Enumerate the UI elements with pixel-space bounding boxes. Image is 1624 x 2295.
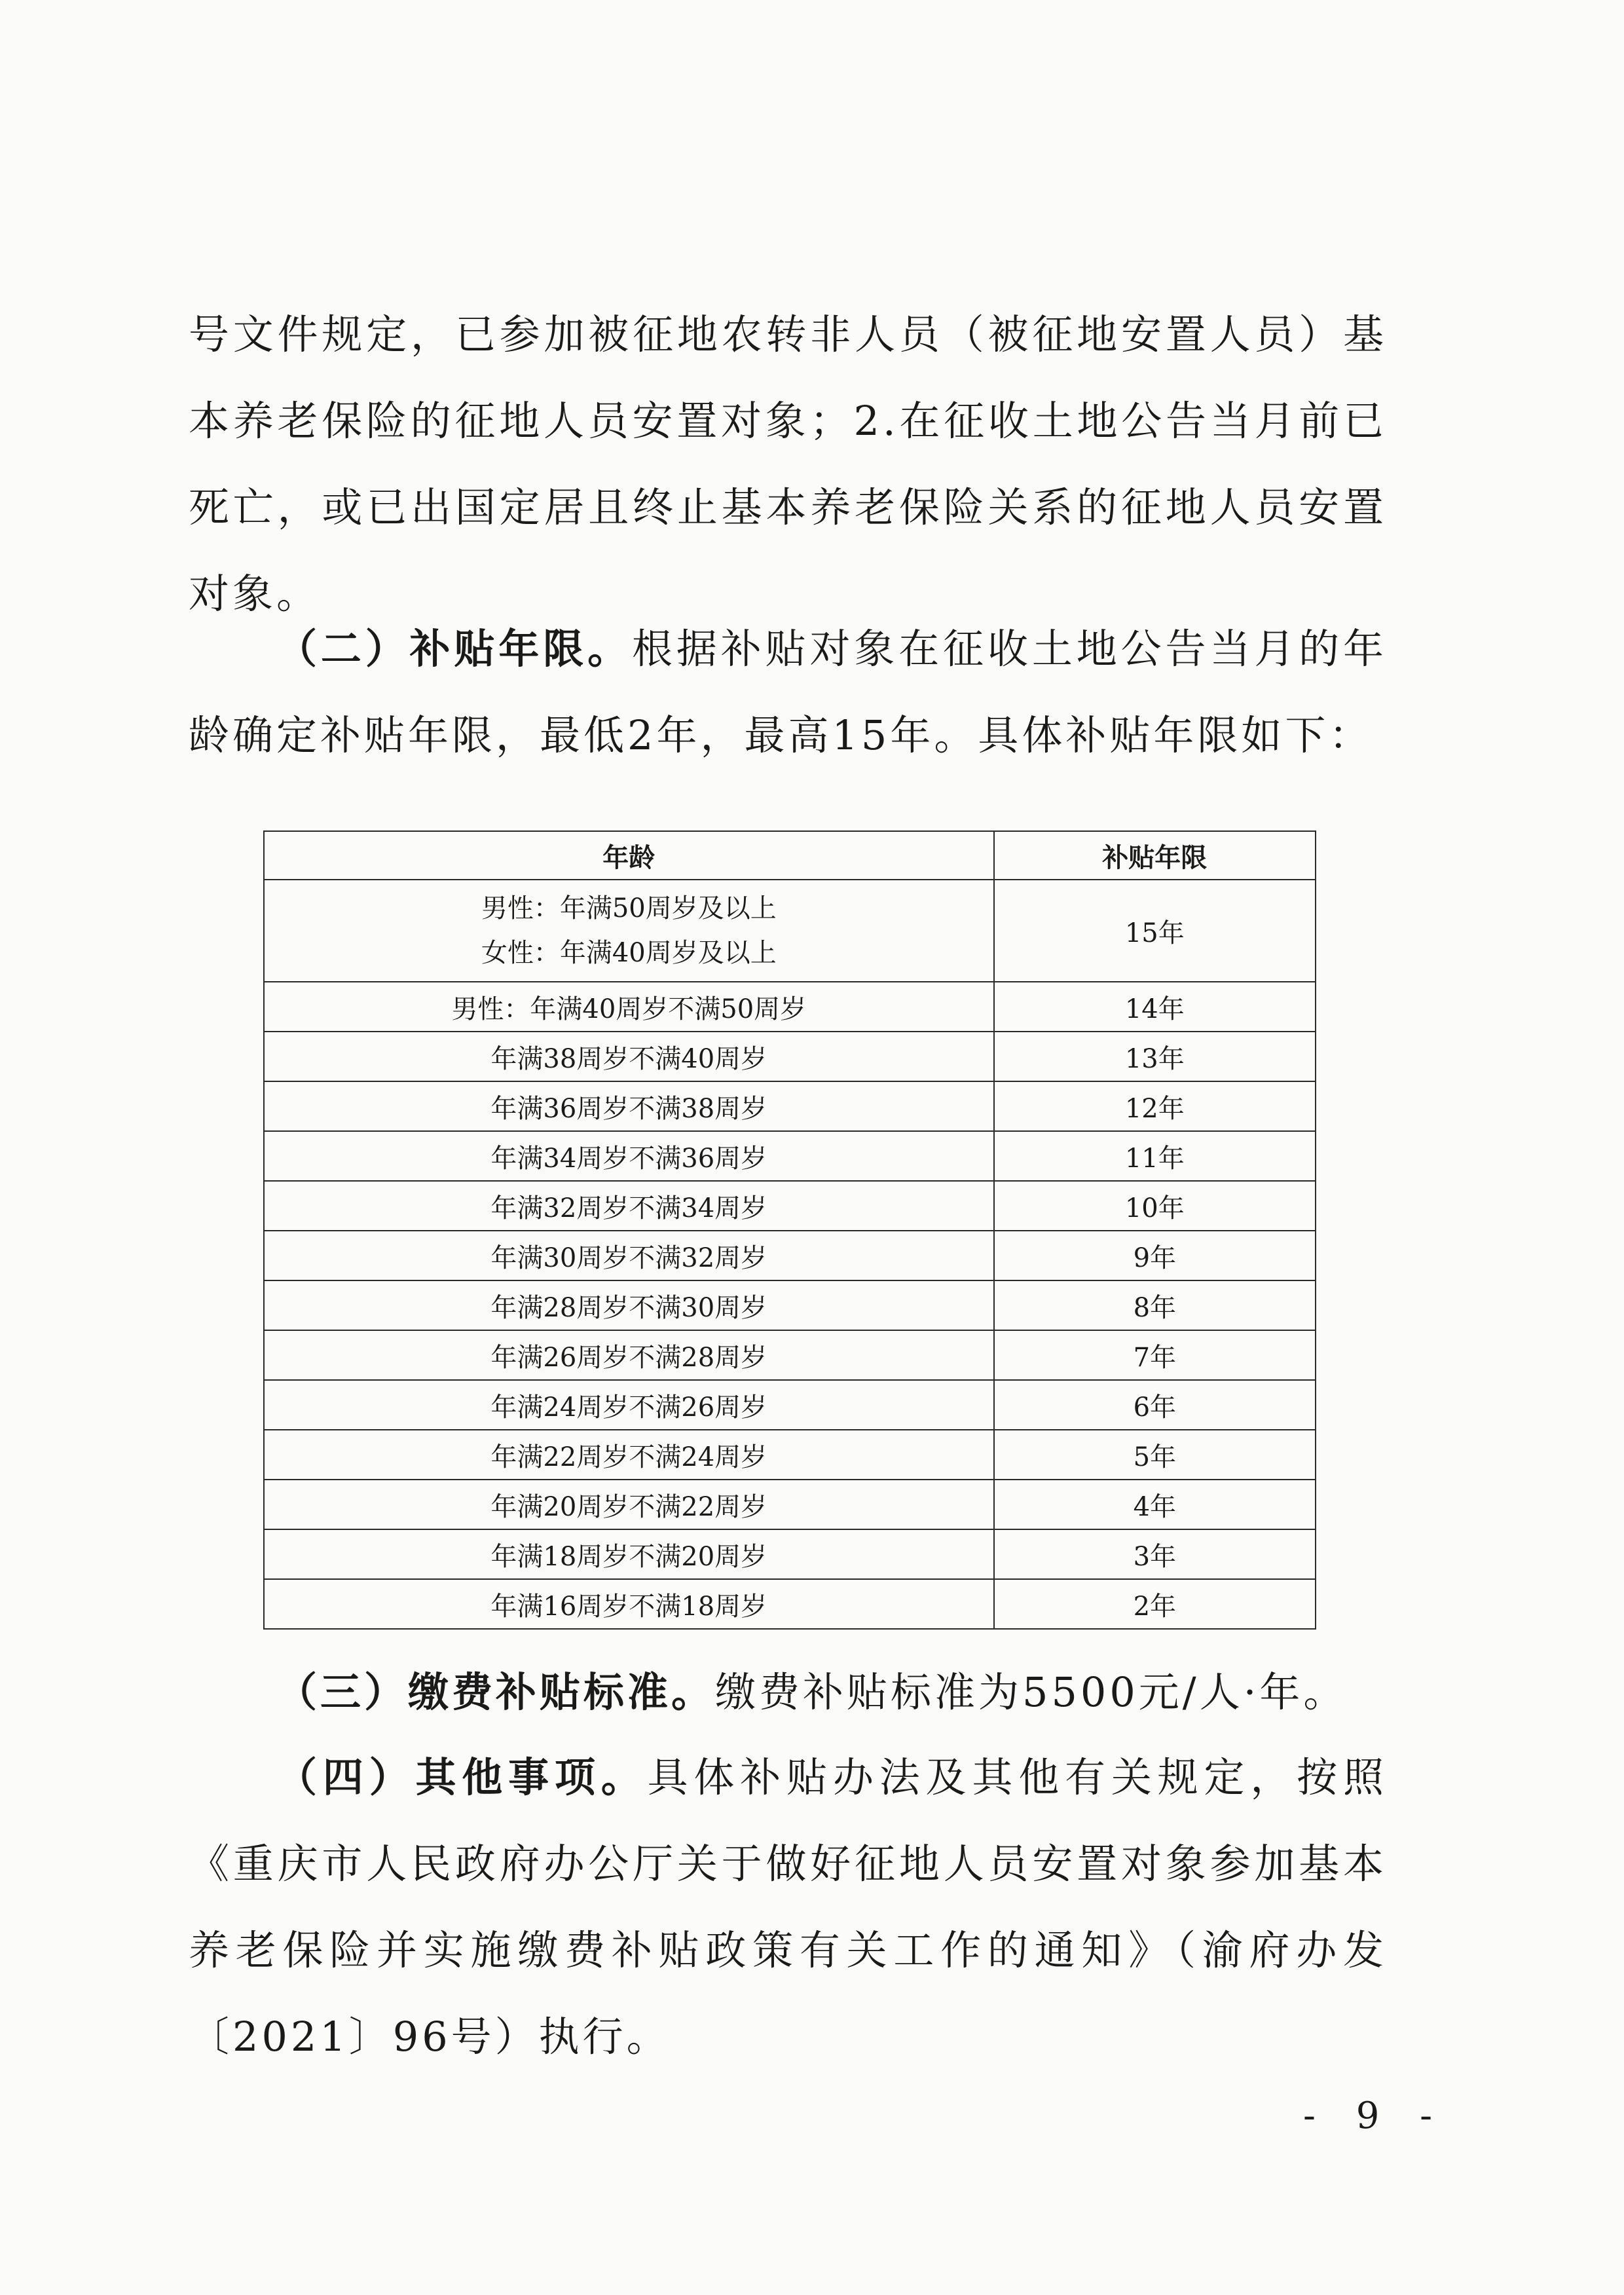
table-header-row (264, 831, 1316, 880)
age-female-line: 女性：年满40周岁及以上 (481, 938, 777, 968)
table-row (264, 880, 1316, 982)
age-cell: 年满38周岁不满40周岁 (264, 1032, 994, 1081)
section-body-subsidy-years: 根据补贴对象在征收土地公告当月的年龄确定补贴年限，最低2年，最高15年。具体补贴年限如下： (189, 625, 1387, 759)
paragraph-eligibility-exclusions: 号文件规定，已参加被征地农转非人员（被征地安置人员）基本养老保险的征地人员安置对象；2.在征收土地公告当月前已死亡，或已出国定居且终止基本养老保险关系的征地人员安置对象。 (189, 310, 1387, 618)
years-cell: 9年 (994, 1231, 1316, 1280)
age-cell: 年满36周岁不满38周岁 (264, 1081, 994, 1131)
years-cell: 4年 (994, 1480, 1316, 1529)
table-row (264, 1131, 1316, 1181)
age-cell: 年满34周岁不满36周岁 (264, 1131, 994, 1181)
years-cell: 3年 (994, 1529, 1316, 1579)
table-row (264, 982, 1316, 1032)
table-row (264, 1380, 1316, 1430)
years-cell: 10年 (994, 1181, 1316, 1231)
section-body-payment-standard: 缴费补贴标准为5500元/人·年。 (715, 1668, 1348, 1716)
age-cell: 年满30周岁不满32周岁 (264, 1231, 994, 1280)
age-cell: 年满22周岁不满24周岁 (264, 1430, 994, 1480)
table-row (264, 1579, 1316, 1629)
column-header-subsidy-years: 补贴年限 (994, 831, 1316, 880)
section-heading-subsidy-years: （二）补贴年限。 (276, 625, 632, 673)
table-row (264, 1330, 1316, 1380)
years-cell: 6年 (994, 1380, 1316, 1430)
age-cell: 年满24周岁不满26周岁 (264, 1380, 994, 1430)
table-row (264, 1280, 1316, 1330)
age-cell: 年满16周岁不满18周岁 (264, 1579, 994, 1629)
age-cell: 年满32周岁不满34周岁 (264, 1181, 994, 1231)
paragraph-payment-standard (189, 1649, 1387, 1736)
years-cell: 14年 (994, 982, 1316, 1032)
table-row (264, 1529, 1316, 1579)
years-cell: 5年 (994, 1430, 1316, 1480)
years-cell: 13年 (994, 1032, 1316, 1081)
table-row (264, 1231, 1316, 1280)
section-heading-other-matters: （四）其他事项。 (276, 1753, 648, 1801)
age-male-line: 男性：年满50周岁及以上 (481, 893, 777, 924)
years-cell: 8年 (994, 1280, 1316, 1330)
table-row (264, 1181, 1316, 1231)
table-row (264, 1081, 1316, 1131)
years-cell: 2年 (994, 1579, 1316, 1629)
paragraph-subsidy-years (189, 606, 1387, 779)
age-cell: 年满18周岁不满20周岁 (264, 1529, 994, 1579)
section-body-other-matters: 具体补贴办法及其他有关规定，按照《重庆市人民政府办公厅关于做好征地人员安置对象参加基本养老保险并实施缴费补贴政策有关工作的通知》（渝府办发〔2021〕96号）执行。 (189, 1753, 1387, 2061)
paragraph-other-matters (189, 1734, 1387, 2080)
age-cell: 年满26周岁不满28周岁 (264, 1330, 994, 1380)
section-heading-payment-standard: （三）缴费补贴标准。 (276, 1668, 716, 1716)
years-cell: 12年 (994, 1081, 1316, 1131)
page-number: - 9 - (1303, 2095, 1447, 2137)
years-cell: 7年 (994, 1330, 1316, 1380)
years-cell: 11年 (994, 1131, 1316, 1181)
table-row (264, 1032, 1316, 1081)
age-cell: 年满20周岁不满22周岁 (264, 1480, 994, 1529)
age-cell: 男性：年满40周岁不满50周岁 (264, 982, 994, 1032)
years-cell: 15年 (994, 880, 1316, 982)
age-cell: 年满28周岁不满30周岁 (264, 1280, 994, 1330)
age-cell (264, 880, 994, 982)
subsidy-years-table (263, 830, 1316, 1630)
column-header-age: 年龄 (264, 831, 994, 880)
table-row (264, 1430, 1316, 1480)
table-row (264, 1480, 1316, 1529)
